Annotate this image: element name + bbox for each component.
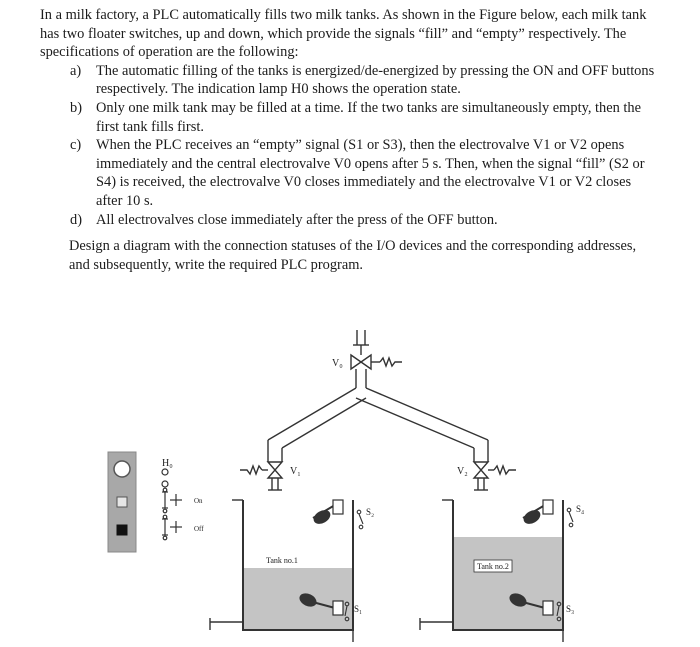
tank-1-milk <box>243 568 353 630</box>
off-label: Off <box>194 525 204 533</box>
distribution-pipe <box>268 369 488 462</box>
valve-v0-icon <box>351 355 402 369</box>
tank-2 <box>420 500 563 642</box>
tank-1 <box>210 500 353 642</box>
on-pushbutton-icon <box>162 488 182 513</box>
valve-v2-label: V₂ <box>457 466 468 477</box>
indicator-lamp-h0 <box>114 461 130 477</box>
task-paragraph: Design a diagram with the connection statuses of the I/O devices and the corresponding addresses, and subsequently, write the required PLC program. <box>69 238 637 273</box>
intro-paragraph: In a milk factory, a PLC automatically fills two milk tanks. As shown in the Figure below, each milk tank has two floater switches, up and down, which provide the signals “fill” and “empty” respectively. The specifications of operation are the following: <box>40 7 647 61</box>
switch-s2-label: S₂ <box>366 507 375 517</box>
on-button <box>117 497 127 507</box>
tank-2-upper-float-icon <box>521 500 553 527</box>
central-feed <box>353 330 369 355</box>
valve-v1-icon <box>240 462 282 490</box>
spec-text: When the PLC receives an “empty” signal (S1 or S3), then the electrovalve V1 or V2 opens immediately and the central electrovalve V0 opens after 5 s. Then, when the signal “fill” (S2 or S4) is received, the electrovalve V0 closes immediately and the electrovalve V1 or V2 closes after 10 s. <box>96 137 645 209</box>
tank-2-label: Tank no.2 <box>477 562 509 571</box>
control-panel <box>108 452 136 552</box>
tank-2-milk <box>453 537 563 630</box>
off-pushbutton-icon <box>162 515 182 540</box>
switch-s1-label: S₁ <box>354 604 363 614</box>
tank-1-upper-float-icon <box>311 500 343 527</box>
valve-v1-label: V₁ <box>290 466 301 477</box>
spec-text: The automatic filling of the tanks is energized/de-energized by pressing the ON and OFF buttons respectively. The indication lamp H0 shows the operation state. <box>96 62 655 98</box>
spec-label: b) <box>70 99 82 116</box>
spec-label: a) <box>70 62 82 79</box>
lamp-symbol-icon <box>162 469 168 487</box>
spec-label: c) <box>70 137 82 154</box>
off-button <box>117 525 127 535</box>
switch-s2-icon <box>357 510 363 529</box>
spec-label: d) <box>70 211 82 228</box>
switch-s4-icon <box>567 508 573 527</box>
valve-v2-icon <box>474 462 516 490</box>
spec-text: Only one milk tank may be filled at a time. If the two tanks are simultaneously empty, then the first tank fills first. <box>96 99 641 135</box>
spec-text: All electrovalves close immediately after the press of the OFF button. <box>96 211 498 228</box>
lamp-h0-label: H₀ <box>162 458 173 469</box>
valve-v0-label: V₀ <box>332 358 343 369</box>
on-label: On <box>194 497 203 505</box>
switch-s3-label: S₃ <box>566 604 575 614</box>
switch-s4-label: S₄ <box>576 504 585 514</box>
tank-1-label: Tank no.1 <box>266 556 298 565</box>
